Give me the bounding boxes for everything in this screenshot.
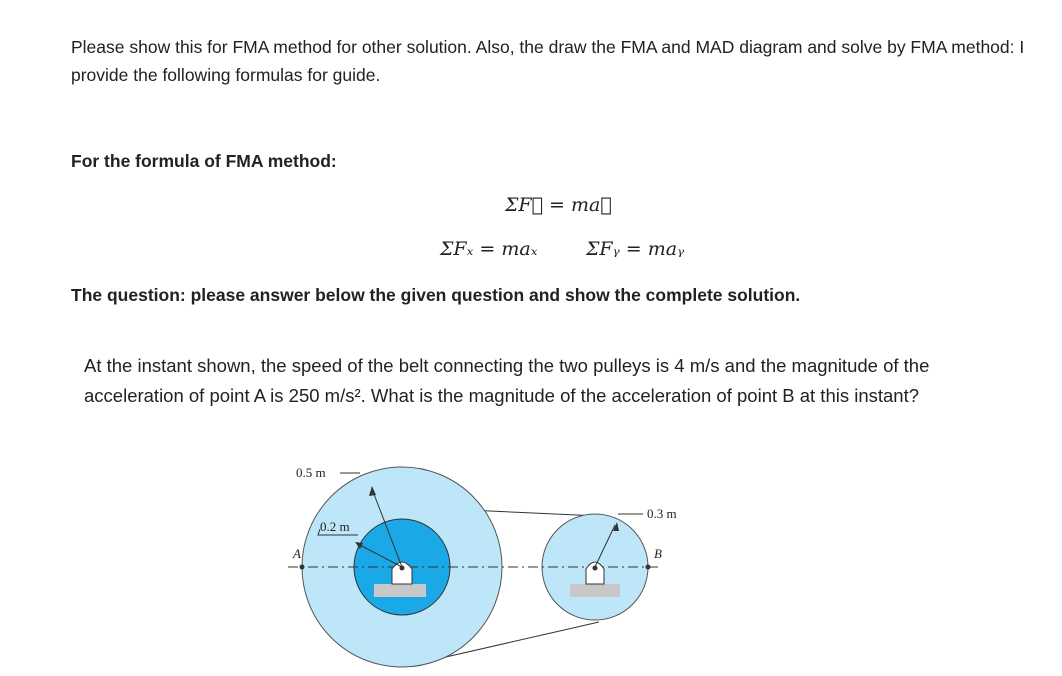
intro-text: Please show this for FMA method for other solution. Also, the draw the FMA and MAD diagram and solve by FMA method: I provide the following formulas for guide. — [71, 37, 1025, 85]
outer-radius-label: 0.5 m — [296, 465, 326, 480]
large-pulley-support-base — [374, 584, 426, 597]
equation-vector: ΣF⃗ = ma⃗ — [505, 194, 612, 216]
large-pulley-bracket — [392, 562, 412, 584]
pulley-figure — [270, 455, 690, 670]
point-a-label: A — [293, 546, 301, 561]
inner-radius-label: 0.2 m — [320, 519, 350, 534]
question-label: The question: please answer below the given question and show the complete solution. — [71, 285, 801, 305]
small-pulley-bracket — [586, 562, 604, 584]
equation-y: ΣFᵧ = maᵧ — [586, 238, 685, 260]
small-pulley-support-base — [570, 584, 620, 597]
problem-statement: At the instant shown, the speed of the belt connecting the two pulleys is 4 m/s and the magnitude of the acceleration of point A is 250 m/s². What is the magnitude of the acceleration of point B at this instant? — [84, 355, 930, 406]
point-a-marker — [300, 565, 305, 570]
point-b-label: B — [654, 546, 662, 561]
equation-x: ΣFₓ = maₓ — [440, 238, 538, 260]
small-radius-label: 0.3 m — [647, 506, 677, 521]
fma-formula-label: For the formula of FMA method: — [71, 151, 337, 171]
point-b-marker — [646, 565, 651, 570]
